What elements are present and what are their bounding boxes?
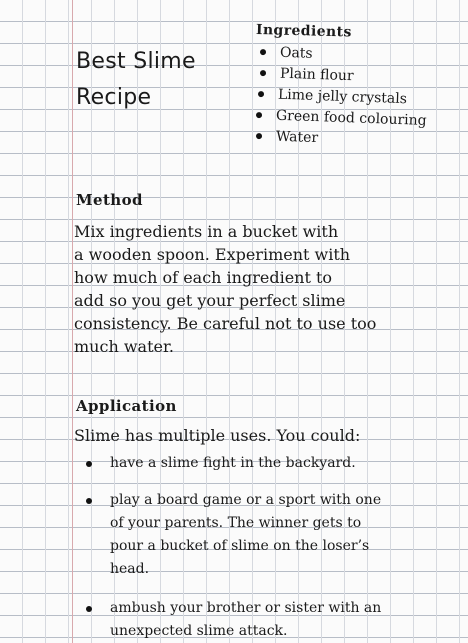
method-line: how much of each ingredient to <box>74 268 333 287</box>
method-paragraph <box>74 220 462 358</box>
ingredients-list <box>252 42 464 147</box>
ingredient-label: Lime jelly crystals <box>277 86 408 108</box>
use-item <box>86 597 462 643</box>
use-line: ambush your brother or sister with an <box>110 600 382 616</box>
page-title <box>76 44 196 116</box>
use-line: have a slime fight in the backyard. <box>110 455 356 471</box>
bullet-icon <box>258 91 264 97</box>
use-line: play a board game or a sport with one <box>110 492 382 508</box>
title-line-2: Recipe <box>76 85 152 110</box>
bullet-icon <box>86 606 92 612</box>
bullet-icon <box>260 70 266 76</box>
ingredient-label: Water <box>275 128 319 147</box>
application-intro: Slime has multiple uses. You could: <box>74 426 361 445</box>
method-heading: Method <box>76 191 143 209</box>
use-line: head. <box>110 561 150 577</box>
method-line: much water. <box>74 337 174 356</box>
ingredients-heading: Ingredients <box>255 22 352 41</box>
use-item <box>86 489 462 581</box>
use-line: pour a bucket of slime on the loser’s <box>110 538 370 554</box>
ingredients-section <box>252 22 464 147</box>
bullet-icon <box>260 49 266 55</box>
use-item <box>86 452 462 475</box>
method-line: consistency. Be careful not to use too <box>74 314 377 333</box>
ingredient-label: Oats <box>279 44 313 62</box>
method-line: Mix ingredients in a bucket with <box>74 222 339 241</box>
ingredient-label: Green food colouring <box>275 107 427 129</box>
bullet-icon <box>256 112 262 118</box>
bullet-icon <box>86 498 92 504</box>
uses-list <box>86 452 462 643</box>
use-line: of your parents. The winner gets to <box>110 515 362 531</box>
application-heading: Application <box>76 397 177 415</box>
title-line-1: Best Slime <box>76 49 196 74</box>
bullet-icon <box>86 461 92 467</box>
ingredient-label: Plain flour <box>279 65 354 85</box>
method-line: add so you get your perfect slime <box>74 291 346 310</box>
method-line: a wooden spoon. Experiment with <box>74 245 351 264</box>
use-line: unexpected slime attack. <box>110 623 288 639</box>
bullet-icon <box>256 133 262 139</box>
